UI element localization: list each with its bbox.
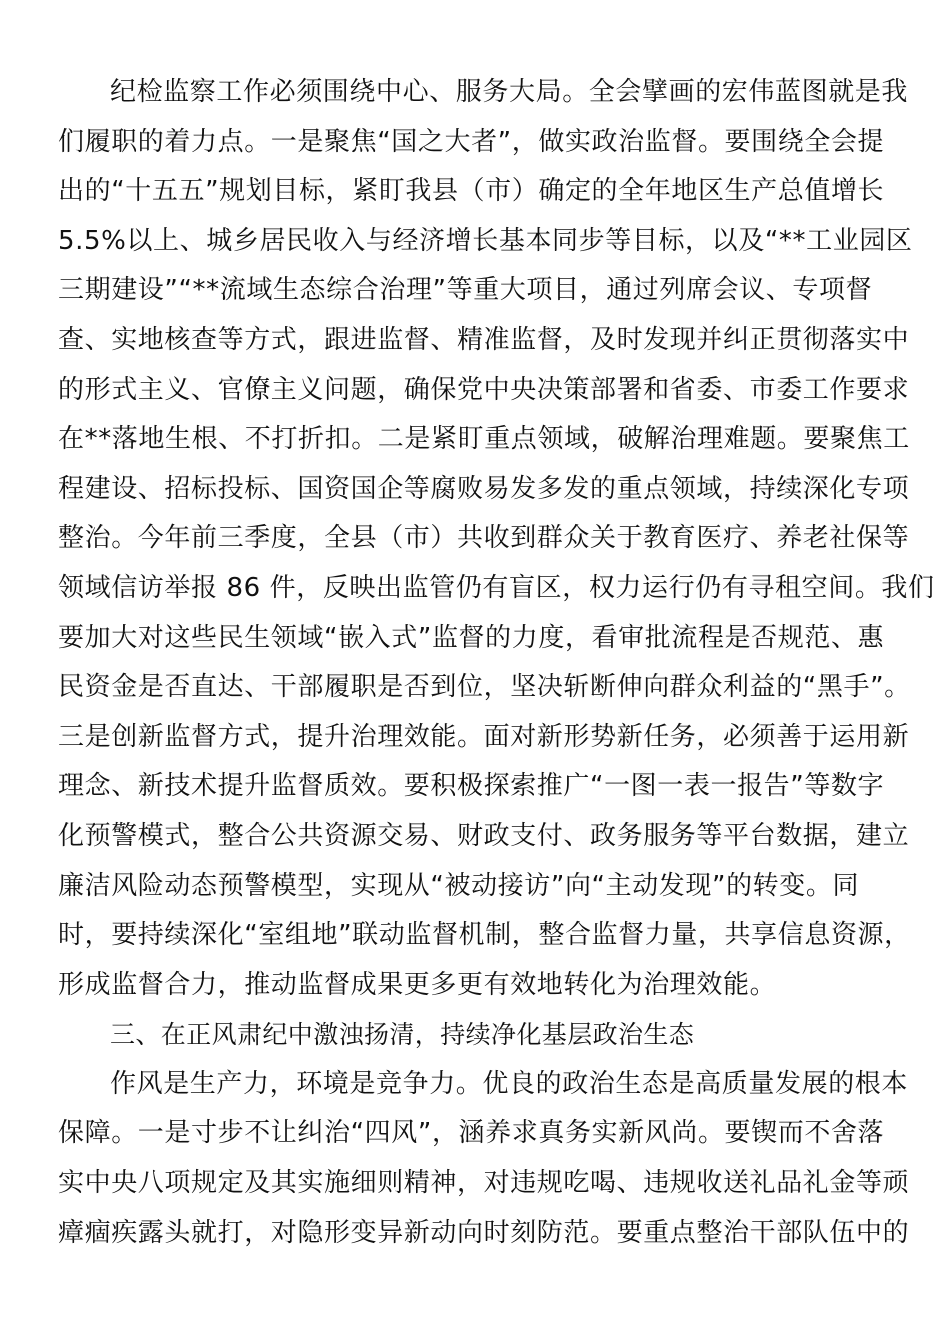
text-line: 领域信访举报 86 件，反映出监管仍有盲区，权力运行仍有寻租空间。我们 <box>58 572 935 603</box>
text-line: 形成监督合力，推动监督成果更多更有效地转化为治理效能。 <box>58 969 777 1000</box>
text-line: 要加大对这些民生领域“嵌入式”监督的力度，看审批流程是否规范、惠 <box>58 622 885 653</box>
text-line: 三期建设”“**流域生态综合治理”等重大项目，通过列席会议、专项督 <box>58 275 873 306</box>
text-line: 5.5%以上、城乡居民收入与经济增长基本同步等目标，以及“**工业园区 <box>58 225 913 256</box>
text-line: 查、实地核查等方式，跟进监督、精准监督，及时发现并纠正贯彻落实中 <box>58 324 910 355</box>
paragraph-supervision <box>58 68 935 1010</box>
text-line: 整治。今年前三季度，全县（市）共收到群众关于教育医疗、养老社保等 <box>58 523 910 554</box>
text-line: 实中央八项规定及其实施细则精神，对违规吃喝、违规收送礼品礼金等顽 <box>58 1168 910 1199</box>
paragraph-political-ecology <box>58 1060 910 1258</box>
text-line: 民资金是否直达、干部履职是否到位，坚决斩断伸向群众利益的“黑手”。 <box>58 672 911 703</box>
text-line: 保障。一是寸步不让纠治“四风”，涵养求真务实新风尚。要锲而不舍落 <box>58 1118 885 1149</box>
text-line: 纪检监察工作必须围绕中心、服务大局。全会擘画的宏伟蓝图就是我 <box>110 77 909 107</box>
text-line: 在**落地生根、不打折扣。二是紧盯重点领域，破解治理难题。要聚焦工 <box>58 424 910 455</box>
text-line: 程建设、招标投标、国资国企等腐败易发多发的重点领域，持续深化专项 <box>58 473 910 504</box>
text-line: 瘴痼疾露头就打，对隐形变异新动向时刻防范。要重点整治干部队伍中的 <box>58 1217 910 1248</box>
text-line: 时，要持续深化“室组地”联动监督机制，整合监督力量，共享信息资源， <box>58 920 911 951</box>
text-line: 们履职的着力点。一是聚焦“国之大者”，做实政治监督。要围绕全会提 <box>58 126 885 157</box>
text-line: 出的“十五五”规划目标，紧盯我县（市）确定的全年地区生产总值增长 <box>58 176 885 207</box>
text-line: 化预警模式，整合公共资源交易、财政支付、政务服务等平台数据，建立 <box>58 820 910 851</box>
text-line: 三是创新监督方式，提升治理效能。面对新形势新任务，必须善于运用新 <box>58 721 910 752</box>
text-line: 理念、新技术提升监督质效。要积极探索推广“一图一表一报告”等数字 <box>58 771 885 802</box>
document-page <box>58 68 935 1258</box>
heading-line: 三、在正风肃纪中激浊扬清，持续净化基层政治生态 <box>110 1020 695 1050</box>
text-line: 的形式主义、官僚主义问题，确保党中央决策部署和省委、市委工作要求 <box>58 374 910 405</box>
text-line: 作风是生产力，环境是竞争力。优良的政治生态是高质量发展的根本 <box>110 1068 909 1099</box>
section-heading <box>58 1010 878 1060</box>
text-line: 廉洁风险动态预警模型，实现从“被动接访”向“主动发现”的转变。同 <box>58 870 860 901</box>
